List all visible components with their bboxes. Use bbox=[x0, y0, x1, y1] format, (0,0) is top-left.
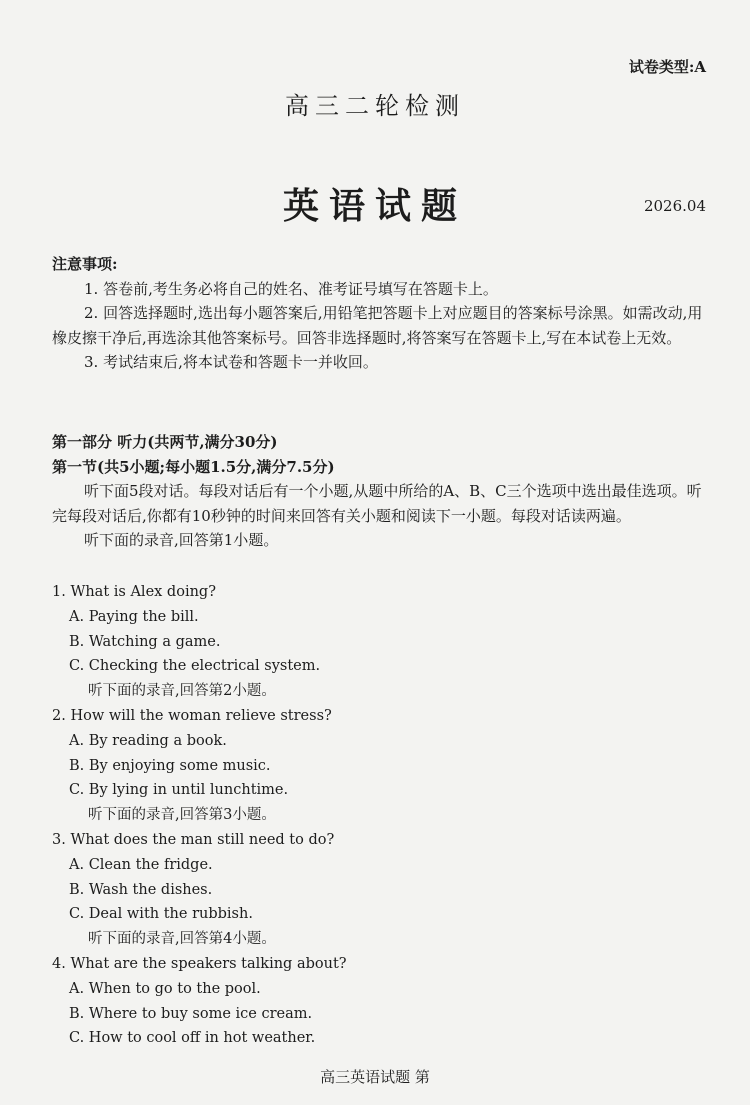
notice-heading: 注意事项: bbox=[52, 255, 118, 273]
page-footer: 高三英语试题 第 bbox=[320, 1068, 430, 1086]
q3-option-b: B. Wash the dishes. bbox=[69, 881, 213, 898]
section1-heading: 第一节(共5小题;每小题1.5分,满分7.5分) bbox=[52, 457, 335, 476]
q4-option-b: B. Where to buy some ice cream. bbox=[69, 1005, 313, 1022]
q1-option-b: B. Watching a game. bbox=[69, 633, 221, 650]
q2-option-c: C. By lying in until lunchtime. bbox=[69, 782, 289, 799]
notice-item-2: 2. 回答选择题时,选出每小题答案后,用铅笔把答题卡上对应题目的答案标号涂黑。如需改动,用橡皮擦干净后,再选涂其他答案标号。回答非选择题时,将答案写在答题卡上,写在本试卷上无效。 bbox=[52, 304, 703, 347]
q3-option-a: A. Clean the fridge. bbox=[69, 856, 213, 873]
question-4: 4. What are the speakers talking about? bbox=[52, 955, 347, 972]
listen-prompt-4: 听下面的录音,回答第4小题。 bbox=[88, 931, 276, 948]
listen-prompt-3: 听下面的录音,回答第3小题。 bbox=[88, 807, 276, 824]
q1-option-a: A. Paying the bill. bbox=[69, 608, 199, 625]
paper-type-label: 试卷类型:A bbox=[628, 58, 706, 76]
q1-option-c: C. Checking the electrical system. bbox=[69, 658, 321, 675]
exam-date: 2026.04 bbox=[643, 197, 706, 215]
notice-section bbox=[52, 252, 706, 375]
q2-option-a: A. By reading a book. bbox=[69, 732, 227, 749]
question-list bbox=[52, 580, 706, 1051]
listen-prompt-1: 听下面的录音,回答第1小题。 bbox=[84, 531, 279, 549]
exam-subtitle: 高三二轮检测 bbox=[285, 92, 465, 120]
part1-instructions: 听下面5段对话。每段对话后有一个小题,从题中所给的A、B、C三个选项中选出最佳选项。听完每段对话后,你都有10秒钟的时间来回答有关小题和阅读下一小题。每段对话读两遍。 bbox=[52, 482, 702, 525]
part1-section bbox=[52, 430, 706, 553]
q3-option-c: C. Deal with the rubbish. bbox=[69, 906, 253, 923]
q2-option-b: B. By enjoying some music. bbox=[69, 757, 271, 774]
exam-title: 英语试题 bbox=[282, 185, 467, 227]
question-1: 1. What is Alex doing? bbox=[52, 584, 216, 600]
notice-item-1: 1. 答卷前,考生务必将自己的姓名、准考证号填写在答题卡上。 bbox=[84, 279, 498, 298]
question-2: 2. How will the woman relieve stress? bbox=[52, 707, 332, 724]
notice-item-3: 3. 考试结束后,将本试卷和答题卡一并收回。 bbox=[84, 353, 378, 371]
part1-heading: 第一部分 听力(共两节,满分30分) bbox=[52, 433, 278, 451]
q4-option-a: A. When to go to the pool. bbox=[69, 980, 261, 997]
question-3: 3. What does the man still need to do? bbox=[52, 831, 335, 848]
q4-option-c: C. How to cool off in hot weather. bbox=[69, 1030, 316, 1047]
listen-prompt-2: 听下面的录音,回答第2小题。 bbox=[88, 683, 276, 700]
